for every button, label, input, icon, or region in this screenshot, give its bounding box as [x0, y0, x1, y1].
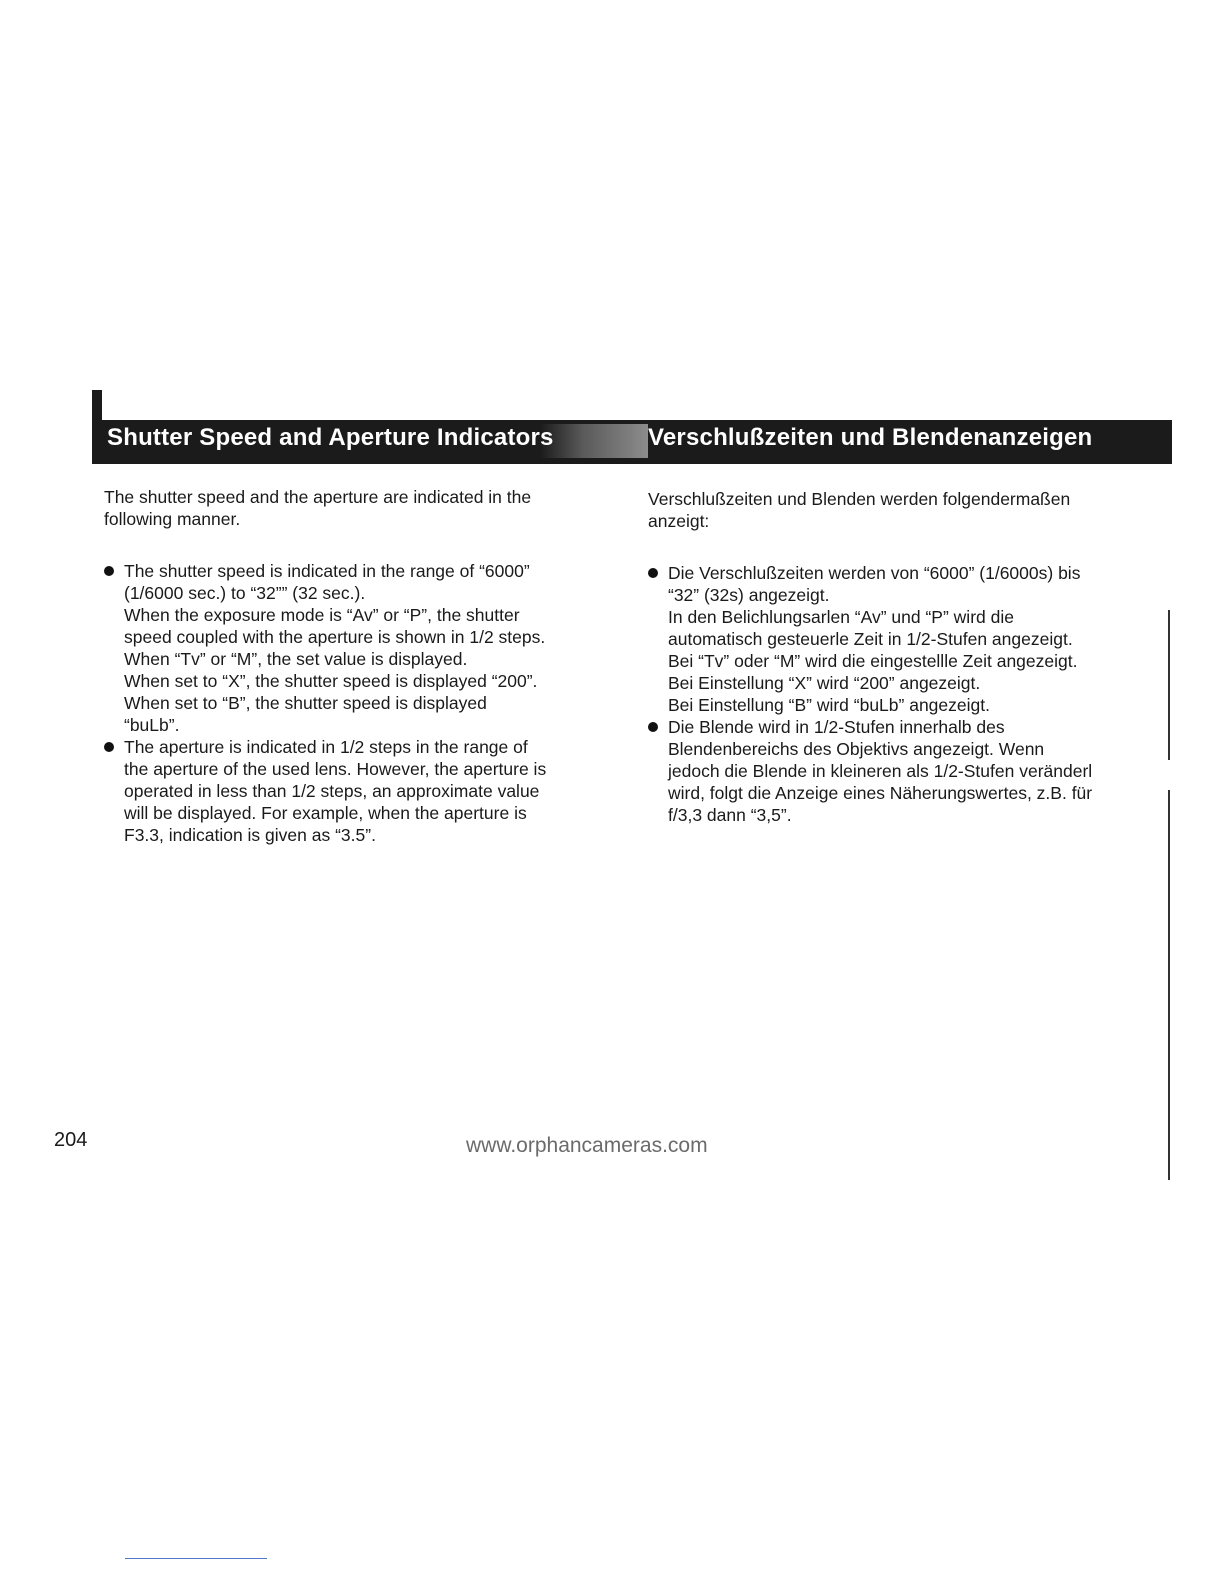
text-line: Bei Einstellung “X” wird “200” angezeigt. — [668, 673, 981, 693]
text-line: Verschlußzeiten und Blenden werden folgendermaßen — [648, 489, 1071, 509]
text-line: When “Tv” or “M”, the set value is displayed. — [124, 649, 468, 669]
text-line: (1/6000 sec.) to “32”” (32 sec.). — [124, 583, 366, 603]
german-bullet-shutter — [648, 562, 1148, 716]
text-line: “32” (32s) angezeigt. — [668, 585, 830, 605]
text-line: When set to “B”, the shutter speed is displayed — [124, 693, 487, 713]
text-line: Bei Einstellung “B” wird “buLb” angezeigt. — [668, 695, 990, 715]
text-line: “buLb”. — [124, 715, 180, 735]
text-line: operated in less than 1/2 steps, an approximate value — [124, 781, 540, 801]
text-line: wird, folgt die Anzeige eines Näherungswertes, z.B. für — [668, 783, 1093, 803]
german-intro — [648, 488, 1148, 532]
text-line: Bei “Tv” oder “M” wird die eingestellle Zeit angezeigt. — [668, 651, 1078, 671]
section-title-english: Shutter Speed and Aperture Indicators — [107, 424, 554, 451]
bullet-icon — [648, 568, 658, 578]
bottom-underline-mark — [125, 1558, 267, 1559]
text-line: following manner. — [104, 509, 241, 529]
text-line: The shutter speed is indicated in the range of “6000” — [124, 561, 530, 581]
english-bullet-shutter — [104, 560, 604, 736]
text-line: When set to “X”, the shutter speed is displayed “200”. — [124, 671, 538, 691]
text-line: The aperture is indicated in 1/2 steps in the range of — [124, 737, 528, 757]
text-line: Die Blende wird in 1/2-Stufen innerhalb des — [668, 717, 1005, 737]
text-line: anzeigt: — [648, 511, 710, 531]
english-column — [104, 486, 604, 846]
text-line: In den Belichlungsarlen “Av” und “P” wird die — [668, 607, 1014, 627]
german-column — [648, 488, 1148, 826]
section-title-german: Verschlußzeiten und Blendenanzeigen — [648, 424, 1093, 451]
german-bullet-aperture — [648, 716, 1148, 826]
text-line: f/3,3 dann “3,5”. — [668, 805, 792, 825]
english-bullet-aperture — [104, 736, 604, 846]
header-divider-fade — [540, 424, 648, 458]
text-line: automatisch gesteuerle Zeit in 1/2-Stufen angezeigt. — [668, 629, 1073, 649]
text-line: speed coupled with the aperture is shown in 1/2 steps. — [124, 627, 546, 647]
text-line: F3.3, indication is given as “3.5”. — [124, 825, 376, 845]
text-line: will be displayed. For example, when the aperture is — [124, 803, 527, 823]
scan-edge-mark — [1168, 790, 1170, 1180]
text-line: jedoch die Blende in kleineren als 1/2-Stufen veränderl — [668, 761, 1093, 781]
text-line: Die Verschlußzeiten werden von “6000” (1/6000s) bis — [668, 563, 1081, 583]
bullet-icon — [648, 722, 658, 732]
bullet-icon — [104, 742, 114, 752]
scan-edge-mark — [1168, 610, 1170, 760]
text-line: When the exposure mode is “Av” or “P”, the shutter — [124, 605, 520, 625]
text-line: Blendenbereichs des Objektivs angezeigt. Wenn — [668, 739, 1045, 759]
text-line: the aperture of the used lens. However, the aperture is — [124, 759, 547, 779]
footer-website-url: www.orphancameras.com — [466, 1134, 708, 1157]
english-intro — [104, 486, 604, 530]
text-line: The shutter speed and the aperture are indicated in the — [104, 487, 532, 507]
page-number: 204 — [54, 1129, 88, 1151]
bullet-icon — [104, 566, 114, 576]
